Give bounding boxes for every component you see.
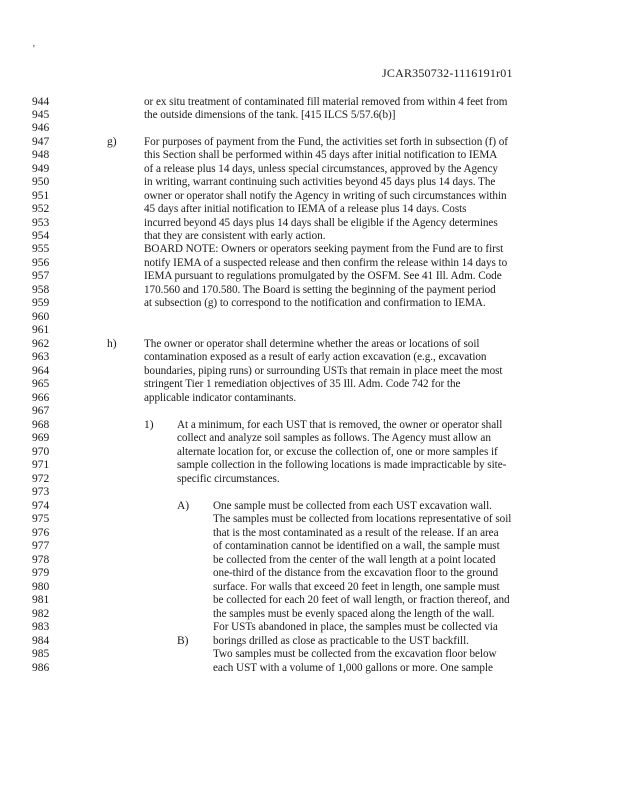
text-line: boundaries, piping runs) or surrounding USTs that remain in place meet the most [144,365,503,377]
line-number: 983 [32,621,50,633]
text-line: be collected from the center of the wall length at a point located [213,554,496,566]
text-line: one-third of the distance from the excavation floor to the ground [213,567,499,579]
corner-mark: ' [33,44,35,55]
text-line: The samples must be collected from locations representative of soil [213,513,512,525]
text-line: 45 days after initial notification to IEMA of a release plus 14 days. Costs [144,203,467,215]
text-line: applicable indicator contaminants. [144,392,297,404]
text-line: this Section shall be performed within 45 days after initial notification to IEMA [144,149,498,161]
text-line: specific circumstances. [177,473,280,485]
text-line: each UST with a volume of 1,000 gallons or more. One sample [213,662,493,674]
subsection-label-g: g) [107,136,117,148]
line-number: 960 [32,311,50,323]
text-line: notify IEMA of a suspected release and then confirm the release within 14 days to [144,257,508,269]
text-line: be collected for each 20 feet of wall length, or fraction thereof, and [213,594,510,606]
line-number: 962 [32,338,50,350]
text-line: the outside dimensions of the tank. [415 ILCS 5/57.6(b)] [144,109,396,121]
line-number: 977 [32,540,50,552]
line-number: 975 [32,513,50,525]
text-line: sample collection in the following locations is made impracticable by site- [177,459,507,471]
line-number: 986 [32,662,50,674]
line-number: 969 [32,432,50,444]
line-number: 949 [32,163,50,175]
line-number: 982 [32,608,50,620]
line-number: 968 [32,419,50,431]
subsection-label-h: h) [107,338,117,350]
text-line: stringent Tier 1 remediation objectives of 35 Ill. Adm. Code 742 for the [144,378,461,390]
line-number: 963 [32,351,50,363]
line-number: 952 [32,203,50,215]
text-line: For USTs abandoned in place, the samples must be collected via [213,621,498,633]
line-number: 957 [32,270,50,282]
line-number: 958 [32,284,50,296]
text-line: IEMA pursuant to regulations promulgated by the OSFM. See 41 Ill. Adm. Code [144,270,502,282]
line-number: 955 [32,243,50,255]
line-number: 951 [32,190,50,202]
line-number: 984 [32,635,50,647]
line-number: 974 [32,500,50,512]
line-number: 948 [32,149,50,161]
line-number: 950 [32,176,50,188]
line-number: 978 [32,554,50,566]
line-number: 973 [32,486,50,498]
paragraph-label-1: 1) [144,419,154,431]
line-number: 947 [32,136,50,148]
subparagraph-label-b: B) [177,635,189,647]
text-line: collect and analyze soil samples as follows. The Agency must allow an [177,432,491,444]
text-line: One sample must be collected from each UST excavation wall. [213,500,492,512]
document-header-code: JCAR350732-1116191r01 [382,66,513,80]
board-note-line: BOARD NOTE: Owners or operators seeking payment from the Fund are to first [144,243,504,255]
line-number: 953 [32,217,50,229]
line-number: 944 [32,96,50,108]
text-line: that is the most contaminated as a result of the release. If an area [213,527,499,539]
text-line: For purposes of payment from the Fund, the activities set forth in subsection (f) of [144,136,508,148]
text-line: or ex situ treatment of contaminated fill material removed from within 4 feet from [144,96,508,108]
text-line: at subsection (g) to correspond to the notification and confirmation to IEMA. [144,297,486,309]
line-number: 959 [32,297,50,309]
text-line: contamination exposed as a result of early action excavation (e.g., excavation [144,351,487,363]
text-line: surface. For walls that exceed 20 feet in length, one sample must [213,581,500,593]
text-line: Two samples must be collected from the excavation floor below [213,648,497,660]
line-number: 976 [32,527,50,539]
text-line: The owner or operator shall determine whether the areas or locations of soil [144,338,480,350]
line-number: 971 [32,459,50,471]
text-line: in writing, warrant continuing such activities beyond 45 days plus 14 days. The [144,176,496,188]
text-line: 170.560 and 170.580. The Board is setting the beginning of the payment period [144,284,496,296]
line-number: 946 [32,122,50,134]
line-number: 985 [32,648,50,660]
line-number: 966 [32,392,50,404]
text-line: borings drilled as close as practicable to the UST backfill. [213,635,469,647]
subparagraph-label-a: A) [177,500,190,512]
text-line: of contamination cannot be identified on a wall, the sample must [213,540,500,552]
line-number: 979 [32,567,50,579]
text-line: incurred beyond 45 days plus 14 days shall be eligible if the Agency determines [144,217,498,229]
line-number: 954 [32,230,50,242]
text-line: owner or operator shall notify the Agency in writing of such circumstances within [144,190,507,202]
line-number: 956 [32,257,50,269]
line-number: 961 [32,324,50,336]
line-number: 980 [32,581,50,593]
line-number: 972 [32,473,50,485]
line-number: 981 [32,594,50,606]
line-number: 967 [32,405,50,417]
line-number: 945 [32,109,50,121]
text-line: that they are consistent with early action. [144,230,326,242]
text-line: of a release plus 14 days, unless special circumstances, approved by the Agency [144,163,498,175]
text-line: the samples must be evenly spaced along the length of the wall. [213,608,495,620]
line-number: 970 [32,446,50,458]
line-number: 965 [32,378,50,390]
text-line: alternate location for, or excuse the collection of, one or more samples if [177,446,498,458]
line-number: 964 [32,365,50,377]
text-line: At a minimum, for each UST that is removed, the owner or operator shall [177,419,503,431]
